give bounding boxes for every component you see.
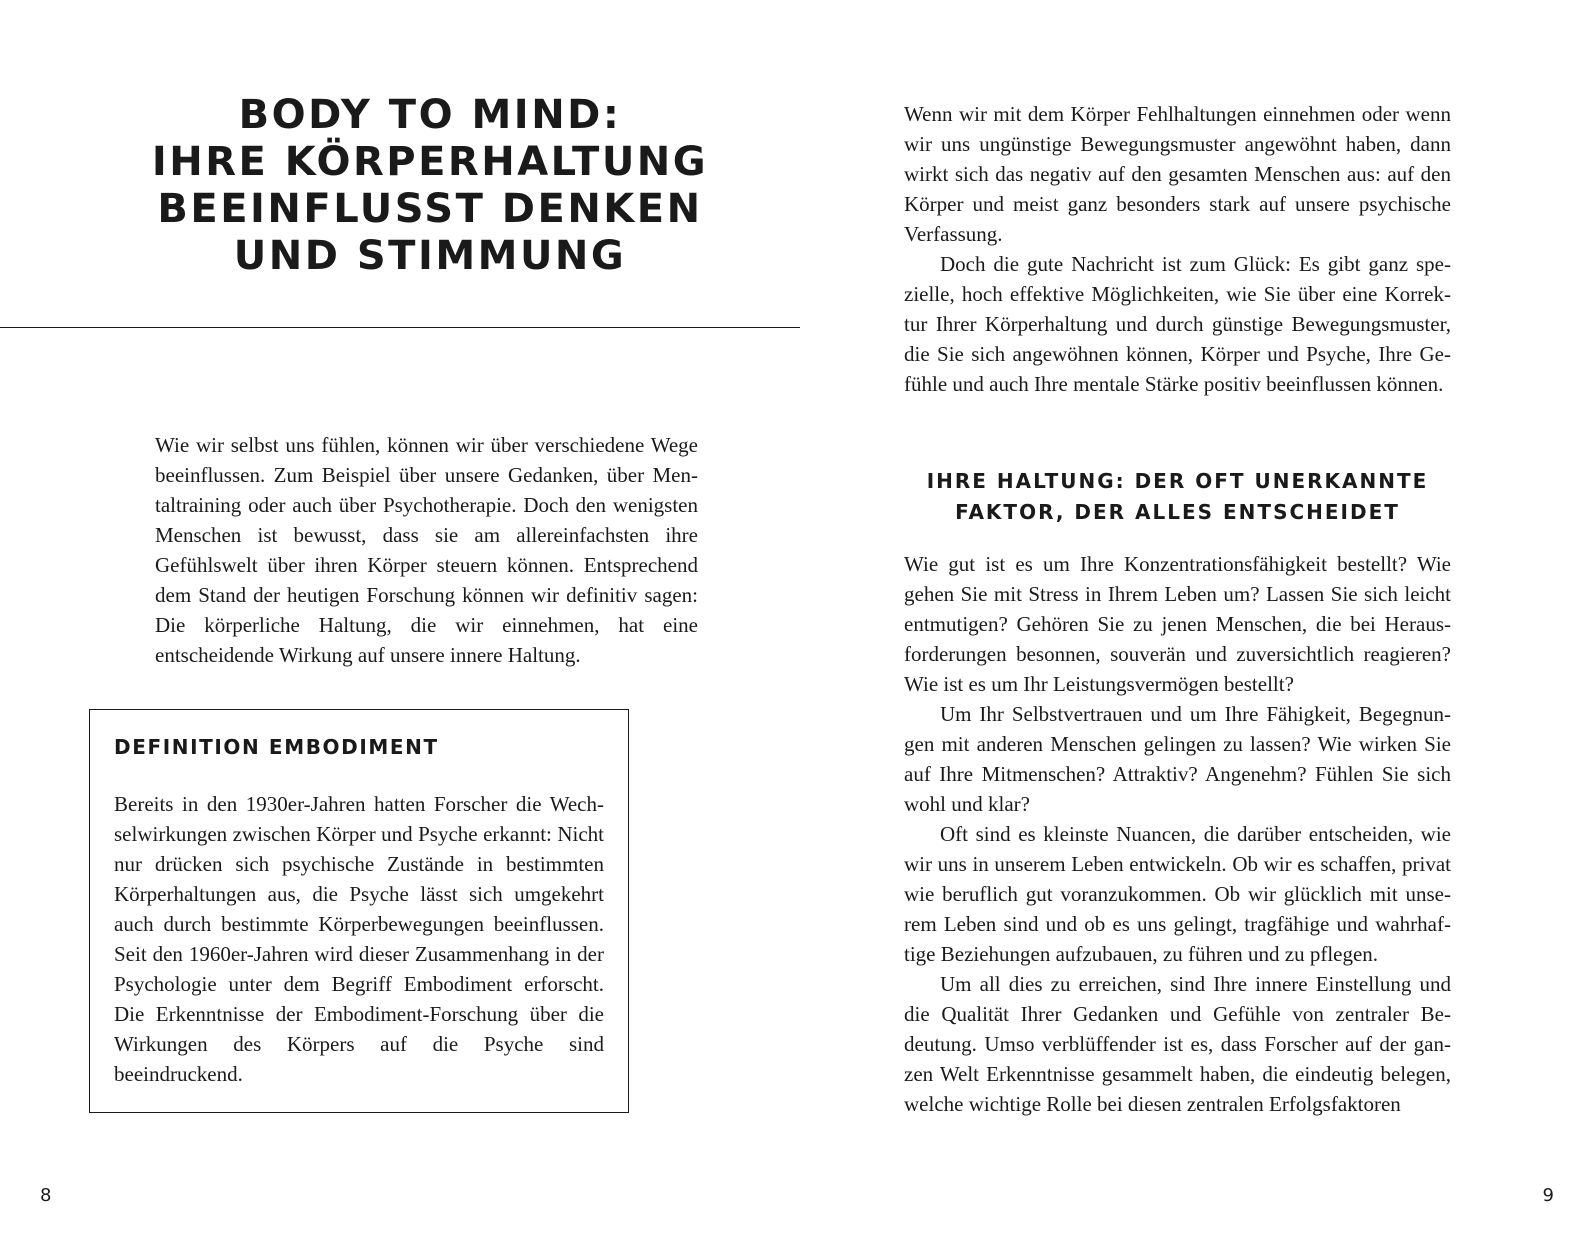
- chapter-title-line: UND STIMMUNG: [233, 233, 627, 279]
- page-number-right: 9: [1542, 1185, 1554, 1206]
- paragraph: Doch die gute Nachricht ist zum Glück: Es gibt ganz spezielle, hoch effektive Möglichkeiten, wie Sie über eine Korrektur Ihrer Körperhaltung und durch günstige Bewegungsmuster, die Sie sich angewöhnen können, Körper und Psyche, Ihre Gefühle und auch Ihre mentale Stärke positiv beeinflussen können.: [904, 252, 1451, 396]
- paragraph: Um Ihr Selbstvertrauen und um Ihre Fähigkeit, Begegnungen mit anderen Menschen gelingen zu lassen? Wie wirken Sie auf Ihre Mitmenschen? Attraktiv? Angenehm? Fühlen Sie sich wohl und klar?: [904, 702, 1451, 816]
- chapter-title-line: IHRE KÖRPERHALTUNG: [151, 139, 709, 185]
- definition-box: [89, 709, 629, 1113]
- right-top-text: [904, 99, 1451, 399]
- paragraph: Oft sind es kleinste Nuancen, die darüber entscheiden, wie wir uns in unserem Leben entwickeln. Ob wir es schaffen, privat wie beruflich gut voranzukommen. Ob wir glücklich mit unserem Leben sind und ob es uns gelingt, tragfähige und wahrhaftige Beziehungen aufzubauen, zu führen und zu pflegen.: [904, 822, 1451, 966]
- section-heading: [904, 466, 1451, 528]
- paragraph: Wenn wir mit dem Körper Fehlhaltungen einnehmen oder wenn wir uns ungünstige Bewegungsmuster angewöhnt haben, dann wirkt sich das negativ auf den gesamten Menschen aus: auf den Körper und meist ganz besonders stark auf unsere psychische Verfassung.: [904, 102, 1451, 246]
- definition-heading: DEFINITION EMBODIMENT: [114, 735, 439, 759]
- chapter-title: [40, 92, 820, 280]
- paragraph: Um all dies zu erreichen, sind Ihre innere Einstellung und die Qualität Ihrer Gedanken und Gefühle von zentraler Bedeutung. Umso verblüffender ist es, dass Forscher auf der ganzen Welt Erkenntnisse gesammelt haben, die eindeutig belegen, welche wichtige Rolle bei diesen zentralen Erfolgsfaktoren: [904, 972, 1451, 1116]
- definition-text: Bereits in den 1930er-Jahren hatten Forscher die Wechselwirkungen zwischen Körper und Psyche erkannt: Nicht nur drücken sich psychische Zustände in bestimmten Körperhaltungen aus, die Psyche lässt sich umgekehrt auch durch bestimmte Körperbewegungen beeinflussen. Seit den 1960er-Jahren wird dieser Zusammenhang in der Psychologie unter dem Begriff Embodiment erforscht. Die Erkenntnisse der Embodiment-Forschung über die Wirkungen des Körpers auf die Psyche sind beeindruckend.: [114, 792, 604, 1086]
- intro-paragraph: Wie wir selbst uns fühlen, können wir über verschiedene Wege beeinflussen. Zum Beispiel über unsere Gedanken, über Mentaltraining oder auch über Psychotherapie. Doch den wenigsten Menschen ist bewusst, dass sie am allereinfachsten ihre Gefühlswelt über ihren Körper steuern können. Entsprechend dem Stand der heutigen Forschung können wir definitiv sagen: Die körperliche Haltung, die wir einnehmen, hat eine entscheidende Wirkung auf unsere innere Haltung.: [155, 433, 698, 667]
- right-page: [797, 0, 1594, 1240]
- page-number-left: 8: [40, 1185, 52, 1206]
- chapter-title-line: BEEINFLUSST DENKEN: [157, 186, 703, 232]
- paragraph: Wie gut ist es um Ihre Konzentrationsfähigkeit bestellt? Wie gehen Sie mit Stress in Ihrem Leben um? Lassen Sie sich leicht entmutigen? Gehören Sie zu jenen Menschen, die bei Herausforderungen besonnen, souverän und zuversichtlich reagieren? Wie ist es um Ihr Leistungsvermögen bestellt?: [904, 552, 1451, 696]
- chapter-title-line: BODY TO MIND:: [238, 92, 622, 138]
- section-heading-line: FAKTOR, DER ALLES ENTSCHEIDET: [955, 500, 1400, 524]
- section-body: [904, 549, 1451, 1119]
- title-divider: [0, 327, 800, 328]
- section-heading-line: IHRE HALTUNG: DER OFT UNERKANNTE: [926, 469, 1429, 493]
